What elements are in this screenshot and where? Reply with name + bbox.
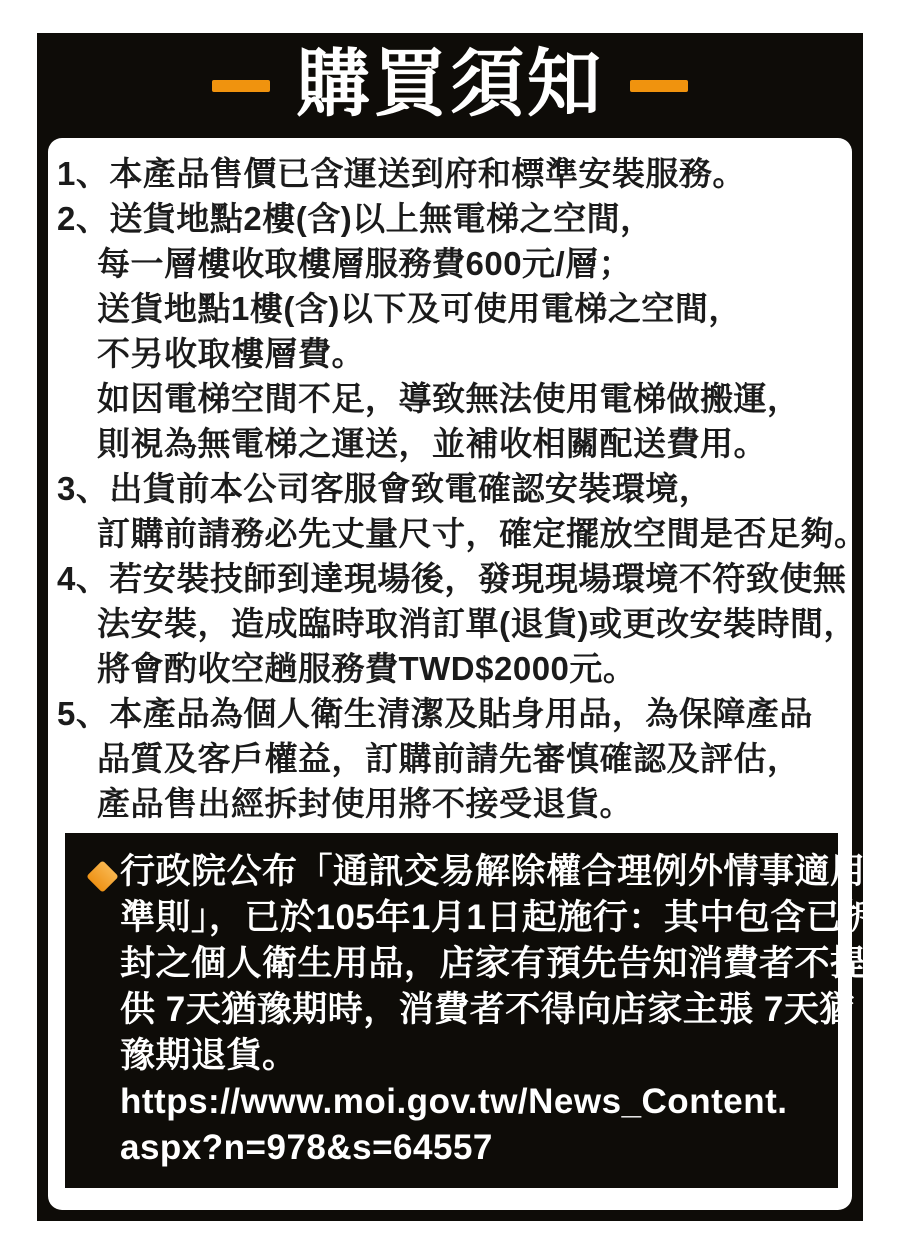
- notice-line: 5、本產品為個人衛生清潔及貼身用品，為保障產品: [57, 695, 813, 732]
- notice-line: 將會酌收空趟服務費TWD$2000元。: [97, 650, 637, 687]
- notice-panel: [48, 138, 877, 1210]
- notice-line: 產品售出經拆封使用將不接受退貨。: [97, 785, 633, 822]
- regulation-text: 行政院公布「通訊交易解除權合理例外情事適用: [120, 852, 866, 891]
- regulation-line: 供 7天猶豫期時，消費者不得向店家主張 7天猶: [120, 990, 855, 1029]
- regulation-line-first: [85, 849, 866, 895]
- notice-line: 3、出貨前本公司客服會致電確認安裝環境，: [57, 470, 713, 507]
- page-title: 購買須知: [296, 41, 604, 125]
- regulation-line: https://www.moi.gov.tw/News_Content.: [120, 1082, 788, 1121]
- notice-line: 1、本產品售價已含運送到府和標準安裝服務。: [57, 155, 746, 192]
- regulation-line: 豫期退貨。: [120, 1036, 298, 1075]
- notice-line: 訂購前請務必先丈量尺寸，確定擺放空間是否足夠。: [97, 515, 868, 552]
- regulation-box: [65, 833, 877, 1188]
- notice-line: 品質及客戶權益，訂購前請先審慎確認及評估，: [97, 740, 801, 777]
- diamond-icon: [85, 860, 120, 894]
- notice-line: 法安裝，造成臨時取消訂單(退貨)或更改安裝時間，: [97, 605, 857, 642]
- notice-line: 2、送貨地點2樓(含)以上無電梯之空間，: [57, 200, 654, 237]
- title-dash-left-icon: [212, 80, 270, 92]
- notice-line: 4、若安裝技師到達現場後，發現現場環境不符致使無: [57, 560, 847, 597]
- notice-line: 每一層樓收取樓層服務費600元/層；: [97, 245, 633, 282]
- diamond-icon-shape: [86, 860, 119, 893]
- notice-header: [37, 33, 863, 138]
- notice-line: 不另收取樓層費。: [97, 335, 365, 372]
- regulation-line: 封之個人衛生用品，店家有預先告知消費者不提: [120, 944, 866, 983]
- notice-line: 如因電梯空間不足，導致無法使用電梯做搬運，: [97, 380, 801, 417]
- notice-frame: [37, 33, 877, 1221]
- title-dash-right-icon: [630, 80, 688, 92]
- notice-line: 送貨地點1樓(含)以下及可使用電梯之空間，: [97, 290, 742, 327]
- regulation-line: 準則」，已於105年1月1日起施行：其中包含已拆: [120, 898, 877, 937]
- regulation-line: aspx?n=978&s=64557: [120, 1128, 493, 1167]
- notice-list: [57, 151, 868, 826]
- notice-line: 則視為無電梯之運送，並補收相關配送費用。: [97, 425, 767, 462]
